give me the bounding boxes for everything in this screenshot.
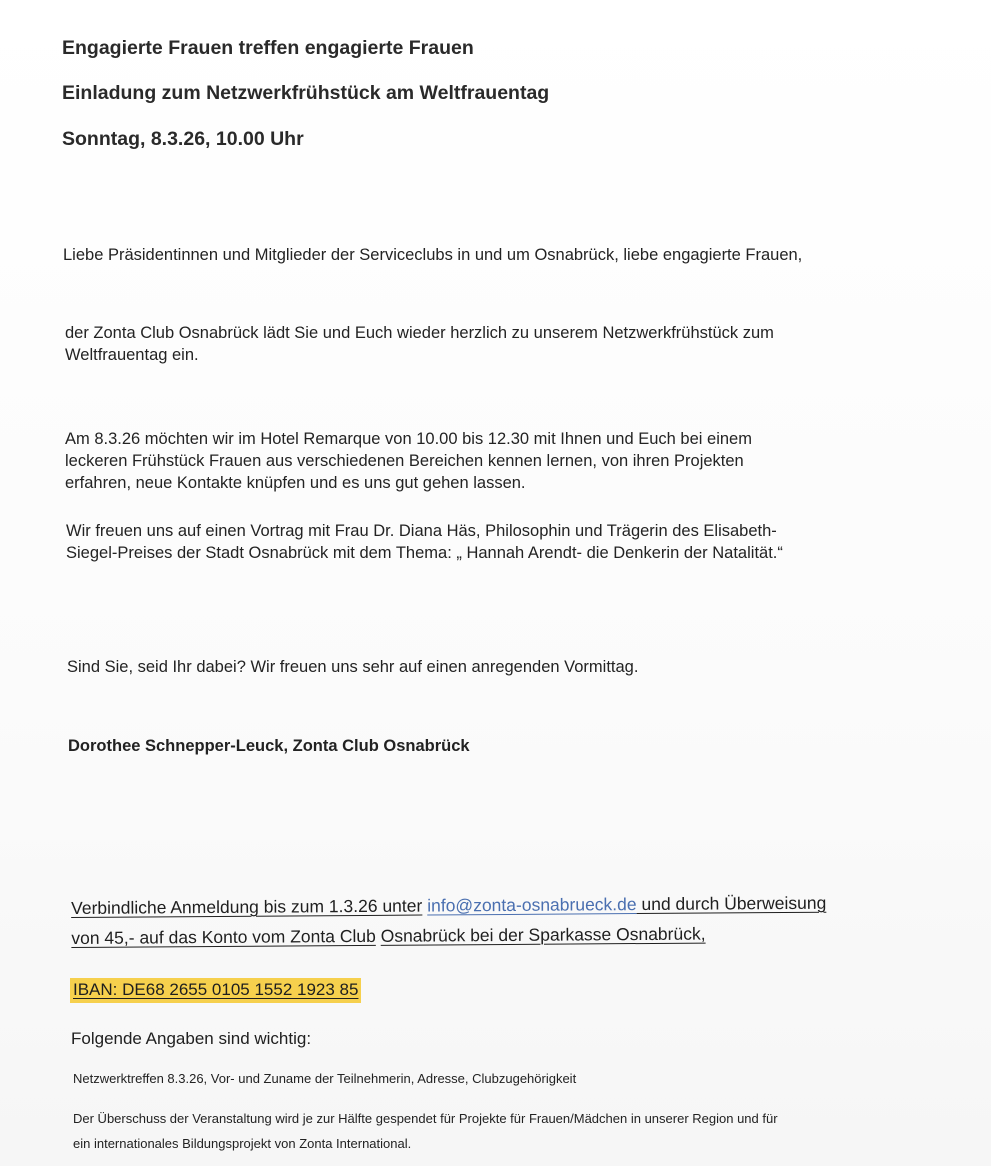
paragraph-event-details: [65, 428, 752, 494]
paragraph-invitation: [65, 322, 774, 366]
paragraph-lecture-line: Siegel-Preises der Stadt Osnabrück mit dem Thema: „ Hannah Arendt- die Denkerin der Natalität.“: [66, 544, 783, 562]
surplus-note: [73, 1106, 778, 1156]
surplus-note-line: Der Überschuss der Veranstaltung wird je zur Hälfte gespendet für Projekte für Frauen/Mädchen in unserer Region und für: [73, 1111, 778, 1126]
paragraph-event-line: Am 8.3.26 möchten wir im Hotel Remarque von 10.00 bis 12.30 mit Ihnen und Euch bei einem: [65, 430, 752, 448]
surplus-note-line: ein internationales Bildungsprojekt von Zonta International.: [73, 1136, 412, 1151]
email-link[interactable]: info@zonta-osnabrueck.de: [427, 894, 637, 916]
registration-text: Osnabrück bei der Sparkasse Osnabrück,: [380, 923, 706, 946]
registration-text: Verbindliche Anmeldung bis zum 1.3.26 unter: [71, 895, 423, 918]
registration-line-2: [71, 918, 826, 953]
paragraph-invitation-line: Weltfrauentag ein.: [65, 346, 199, 364]
registration-info: [71, 888, 827, 953]
paragraph-invitation-line: der Zonta Club Osnabrück lädt Sie und Euch wieder herzlich zu unserem Netzwerkfrühstück zum: [65, 324, 774, 342]
paragraph-event-line: erfahren, neue Kontakte knüpfen und es uns gut gehen lassen.: [65, 474, 526, 492]
paragraph-closing: Sind Sie, seid Ihr dabei? Wir freuen uns sehr auf einen anregenden Vormittag.: [67, 658, 639, 676]
paragraph-event-line: leckeren Frühstück Frauen aus verschiedenen Bereichen kennen lernen, von ihren Projekten: [65, 452, 744, 470]
registration-line-1: [71, 888, 826, 923]
registration-text: und durch Überweisung: [636, 892, 827, 915]
important-info-label: Folgende Angaben sind wichtig:: [71, 1029, 312, 1048]
heading-title: Engagierte Frauen treffen engagierte Frauen: [62, 37, 474, 59]
heading-date: Sonntag, 8.3.26, 10.00 Uhr: [62, 128, 304, 150]
heading-invitation: Einladung zum Netzwerkfrühstück am Weltfrauentag: [62, 82, 550, 104]
paragraph-lecture-line: Wir freuen uns auf einen Vortrag mit Frau Dr. Diana Häs, Philosophin und Trägerin des Elisabeth-: [66, 522, 777, 540]
iban-highlight: IBAN: DE68 2655 0105 1552 1923 85: [70, 978, 361, 1003]
paragraph-lecture: [66, 520, 783, 564]
registration-text: von 45,- auf das Konto vom Zonta Club: [71, 925, 376, 948]
signature: Dorothee Schnepper-Leuck, Zonta Club Osnabrück: [68, 737, 470, 755]
salutation: Liebe Präsidentinnen und Mitglieder der Serviceclubs in und um Osnabrück, liebe engagierte Frauen,: [63, 246, 803, 264]
required-details: Netzwerktreffen 8.3.26, Vor- und Zuname der Teilnehmerin, Adresse, Clubzugehörigkeit: [73, 1071, 577, 1086]
